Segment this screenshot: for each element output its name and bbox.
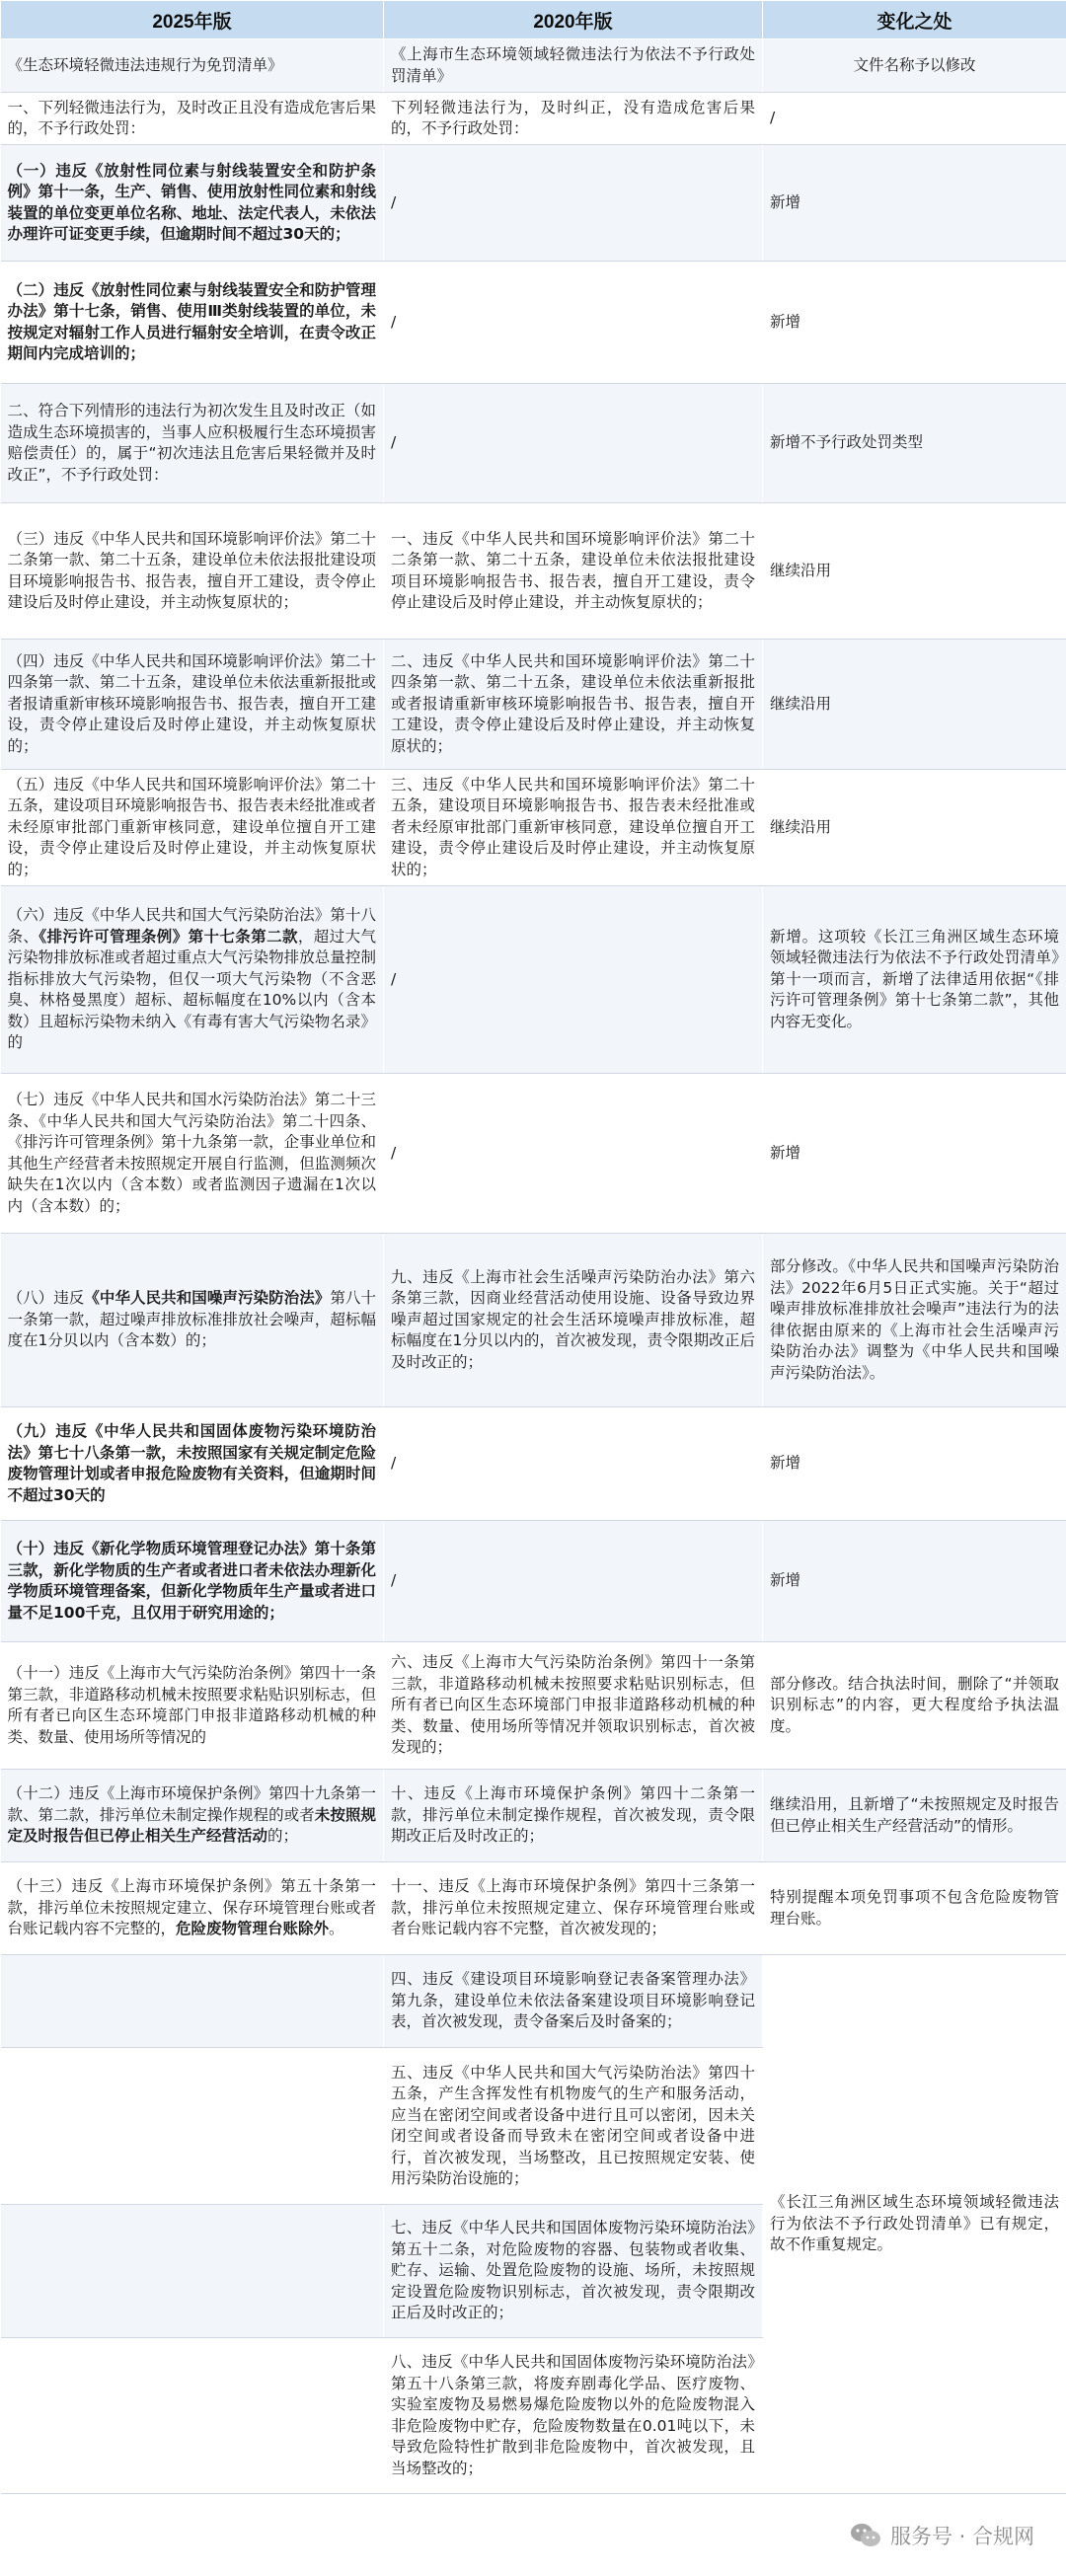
table-row — [1, 1521, 1066, 1642]
cell-change: 新增 — [763, 145, 1066, 262]
cell-2020: 八、违反《中华人民共和国固体废物污染环境防治法》第五十八条第三款，将废弃剧毒化学品、医疗废物、实验室废物及易燃易爆危险废物以外的危险废物混入非危险废物中贮存，危险废物数量在0.01吨以下，未导致危险特性扩散到非危险废物中，首次被发现，且当场整改的； — [384, 2338, 763, 2494]
table-row — [1, 770, 1066, 886]
cell-2025: （六）违反《中华人民共和国大气污染防治法》第十八条、《排污许可管理条例》第十七条第二款，超过大气污染物排放标准或者超过重点大气污染物排放总量控制指标排放大气污染物，但仅一项大气污染物（不含恶臭、林格曼黑度）超标、超标幅度在10%以内（含本数）且超标污染物未纳入《有毒有害大气污染物名录》的 — [1, 886, 384, 1074]
watermark-text: 服务号 · 合规网 — [889, 2525, 1034, 2548]
cell-2025 — [1, 2205, 384, 2338]
cell-change: / — [763, 93, 1066, 145]
table-row — [1, 1862, 1066, 1955]
cell-2025: （五）违反《中华人民共和国环境影响评价法》第二十五条，建设项目环境影响报告书、报告表未经批准或者未经原审批部门重新审核同意，建设单位擅自开工建设，责令停止建设后及时停止建设，并主动恢复原状的； — [1, 770, 384, 886]
cell-2020: 四、违反《建设项目环境影响登记表备案管理办法》第九条，建设单位未依法备案建设项目环境影响登记表，首次被发现，责令备案后及时备案的； — [384, 1955, 763, 2048]
cell-2025: （十二）违反《上海市环境保护条例》第四十九条第一款、第二款，排污单位未制定操作规程的或者未按照规定及时报告但已停止相关生产经营活动的； — [1, 1770, 384, 1862]
cell-change: 继续沿用 — [763, 640, 1066, 770]
watermark — [849, 2521, 1034, 2550]
cell-change: 新增 — [763, 1521, 1066, 1642]
table-row — [1, 1234, 1066, 1407]
cell-change: 新增。这项较《长江三角洲区域生态环境领域轻微违法行为依法不予行政处罚清单》第十一项而言，新增了法律适用依据“《排污许可管理条例》第十七条第二款”，其他内容无变化。 — [763, 886, 1066, 1074]
wechat-icon — [849, 2522, 882, 2549]
cell-change: 新增不予行政处罚类型 — [763, 384, 1066, 503]
cell-2020: 《上海市生态环境领域轻微违法行为依法不予行政处罚清单》 — [384, 39, 763, 93]
table-row — [1, 640, 1066, 770]
cell-2020: 下列轻微违法行为，及时纠正，没有造成危害后果的，不予行政处罚： — [384, 93, 763, 145]
cell-2025: 一、下列轻微违法行为，及时改正且没有造成危害后果的，不予行政处罚： — [1, 93, 384, 145]
table-row — [1, 93, 1066, 145]
cell-2020: / — [384, 262, 763, 384]
cell-2020: / — [384, 145, 763, 262]
cell-2025 — [1, 2048, 384, 2205]
cell-change: 部分修改。《中华人民共和国噪声污染防治法》2022年6月5日正式实施。关于“超过噪声排放标准排放社会噪声”违法行为的法律依据由原来的《上海市社会生活噪声污染防治办法》调整为《中华人民共和国噪声污染防治法》。 — [763, 1234, 1066, 1407]
cell-2025: （八）违反《中华人民共和国噪声污染防治法》第八十一条第一款，超过噪声排放标准排放社会噪声，超标幅度在1分贝以内（含本数）的； — [1, 1234, 384, 1407]
cell-2020: / — [384, 1521, 763, 1642]
cell-change: 新增 — [763, 1074, 1066, 1234]
cell-2025: （十一）违反《上海市大气污染防治条例》第四十一条第三款，非道路移动机械未按照要求粘贴识别标志，但所有者已向区生态环境部门申报非道路移动机械的种类、数量、使用场所等情况的 — [1, 1642, 384, 1770]
cell-2020: 十一、违反《上海市环境保护条例》第四十三条第一款，排污单位未按照规定建立、保存环境管理台账或者台账记载内容不完整，首次被发现的； — [384, 1862, 763, 1955]
cell-2020: 五、违反《中华人民共和国大气污染防治法》第四十五条，产生含挥发性有机物废气的生产和服务活动，应当在密闭空间或者设备中进行且可以密闭，因未关闭空间或者设备而导致未在密闭空间或者设备中进行，首次被发现，当场整改，且已按照规定安装、使用污染防治设施的； — [384, 2048, 763, 2205]
table-row — [1, 39, 1066, 93]
table-row — [1, 886, 1066, 1074]
cell-2020: / — [384, 886, 763, 1074]
cell-2025: （四）违反《中华人民共和国环境影响评价法》第二十四条第一款、第二十五条，建设单位未依法重新报批或者报请重新审核环境影响报告书、报告表，擅自开工建设，责令停止建设后及时停止建设，并主动恢复原状的； — [1, 640, 384, 770]
table-row — [1, 1642, 1066, 1770]
cell-2020: 七、违反《中华人民共和国固体废物污染环境防治法》第五十二条，对危险废物的容器、包装物或者收集、贮存、运输、处置危险废物的设施、场所，未按照规定设置危险废物识别标志，首次被发现，责令限期改正后及时改正的； — [384, 2205, 763, 2338]
table-row — [1, 1770, 1066, 1862]
cell-change: 新增 — [763, 262, 1066, 384]
cell-2025: （三）违反《中华人民共和国环境影响评价法》第二十二条第一款、第二十五条，建设单位未依法报批建设项目环境影响报告书、报告表，擅自开工建设，责令停止建设后及时停止建设，并主动恢复原状的； — [1, 503, 384, 640]
cell-change: 文件名称予以修改 — [763, 39, 1066, 93]
header-2020: 2020年版 — [384, 1, 763, 39]
table-row — [1, 1955, 1066, 2048]
cell-change: 继续沿用 — [763, 770, 1066, 886]
cell-change: 部分修改。结合执法时间，删除了“并领取识别标志”的内容，更大程度给予执法温度。 — [763, 1642, 1066, 1770]
table-row — [1, 503, 1066, 640]
cell-change: 继续沿用 — [763, 503, 1066, 640]
cell-2025: 《生态环境轻微违法违规行为免罚清单》 — [1, 39, 384, 93]
cell-2025: （二）违反《放射性同位素与射线装置安全和防护管理办法》第十七条，销售、使用Ⅲ类射线装置的单位，未按规定对辐射工作人员进行辐射安全培训，在责令改正期间内完成培训的； — [1, 262, 384, 384]
cell-2025 — [1, 2338, 384, 2494]
header-2025: 2025年版 — [1, 1, 384, 39]
cell-change-merged: 《长江三角洲区域生态环境领域轻微违法行为依法不予行政处罚清单》已有规定，故不作重复规定。 — [763, 1955, 1066, 2494]
cell-2025: （七）违反《中华人民共和国水污染防治法》第二十三条、《中华人民共和国大气污染防治法》第二十四条、《排污许可管理条例》第十九条第一款，企事业单位和其他生产经营者未按照规定开展自行监测，但监测频次缺失在1次以内（含本数）或者监测因子遗漏在1次以内（含本数）的； — [1, 1074, 384, 1234]
cell-2020: 三、违反《中华人民共和国环境影响评价法》第二十五条，建设项目环境影响报告书、报告表未经批准或者未经原审批部门重新审核同意，建设单位擅自开工建设，责令停止建设后及时停止建设，并主动恢复原状的； — [384, 770, 763, 886]
cell-2025: （十）违反《新化学物质环境管理登记办法》第十条第三款，新化学物质的生产者或者进口者未依法办理新化学物质环境管理备案，但新化学物质年生产量或者进口量不足100千克，且仅用于研究用途的； — [1, 1521, 384, 1642]
cell-2020: / — [384, 1074, 763, 1234]
cell-2020: 九、违反《上海市社会生活噪声污染防治办法》第六条第三款，因商业经营活动使用设施、设备导致边界噪声超过国家规定的社会生活环境噪声排放标准，超标幅度在1分贝以内的，首次被发现，责令限期改正后及时改正的； — [384, 1234, 763, 1407]
cell-change: 特别提醒本项免罚事项不包含危险废物管理台账。 — [763, 1862, 1066, 1955]
cell-2025: 二、符合下列情形的违法行为初次发生且及时改正（如造成生态环境损害的，当事人应积极履行生态环境损害赔偿责任）的，属于“初次违法且危害后果轻微并及时改正”，不予行政处罚： — [1, 384, 384, 503]
cell-2020: 六、违反《上海市大气污染防治条例》第四十一条第三款，非道路移动机械未按照要求粘贴识别标志，但所有者已向区生态环境部门申报非道路移动机械的种类、数量、使用场所等情况并领取识别标志，首次被发现的； — [384, 1642, 763, 1770]
cell-2020: 十、违反《上海市环境保护条例》第四十二条第一款，排污单位未制定操作规程，首次被发现，责令限期改正后及时改正的； — [384, 1770, 763, 1862]
cell-2020: / — [384, 384, 763, 503]
header-change: 变化之处 — [763, 1, 1066, 39]
cell-2025: （九）违反《中华人民共和国固体废物污染环境防治法》第七十八条第一款，未按照国家有关规定制定危险废物管理计划或者申报危险废物有关资料，但逾期时间不超过30天的 — [1, 1407, 384, 1521]
cell-2020: 二、违反《中华人民共和国环境影响评价法》第二十四条第一款、第二十五条，建设单位未依法重新报批或者报请重新审核环境影响报告书、报告表，擅自开工建设，责令停止建设后及时停止建设，并主动恢复原状的； — [384, 640, 763, 770]
cell-2020: / — [384, 1407, 763, 1521]
cell-2025: （一）违反《放射性同位素与射线装置安全和防护条例》第十一条，生产、销售、使用放射性同位素和射线装置的单位变更单位名称、地址、法定代表人，未依法办理许可证变更手续，但逾期时间不超过30天的； — [1, 145, 384, 262]
header-row — [1, 1, 1066, 39]
cell-2025 — [1, 1955, 384, 2048]
cell-2025: （十三）违反《上海市环境保护条例》第五十条第一款，排污单位未按照规定建立、保存环境管理台账或者台账记载内容不完整的，危险废物管理台账除外。 — [1, 1862, 384, 1955]
cell-2020: 一、违反《中华人民共和国环境影响评价法》第二十二条第一款、第二十五条，建设单位未依法报批建设项目环境影响报告书、报告表，擅自开工建设，责令停止建设后及时停止建设，并主动恢复原状的； — [384, 503, 763, 640]
table-row — [1, 1074, 1066, 1234]
cell-change: 继续沿用，且新增了“未按照规定及时报告但已停止相关生产经营活动”的情形。 — [763, 1770, 1066, 1862]
table-row — [1, 1407, 1066, 1521]
table-row — [1, 262, 1066, 384]
table-row — [1, 384, 1066, 503]
cell-change: 新增 — [763, 1407, 1066, 1521]
table-row — [1, 145, 1066, 262]
